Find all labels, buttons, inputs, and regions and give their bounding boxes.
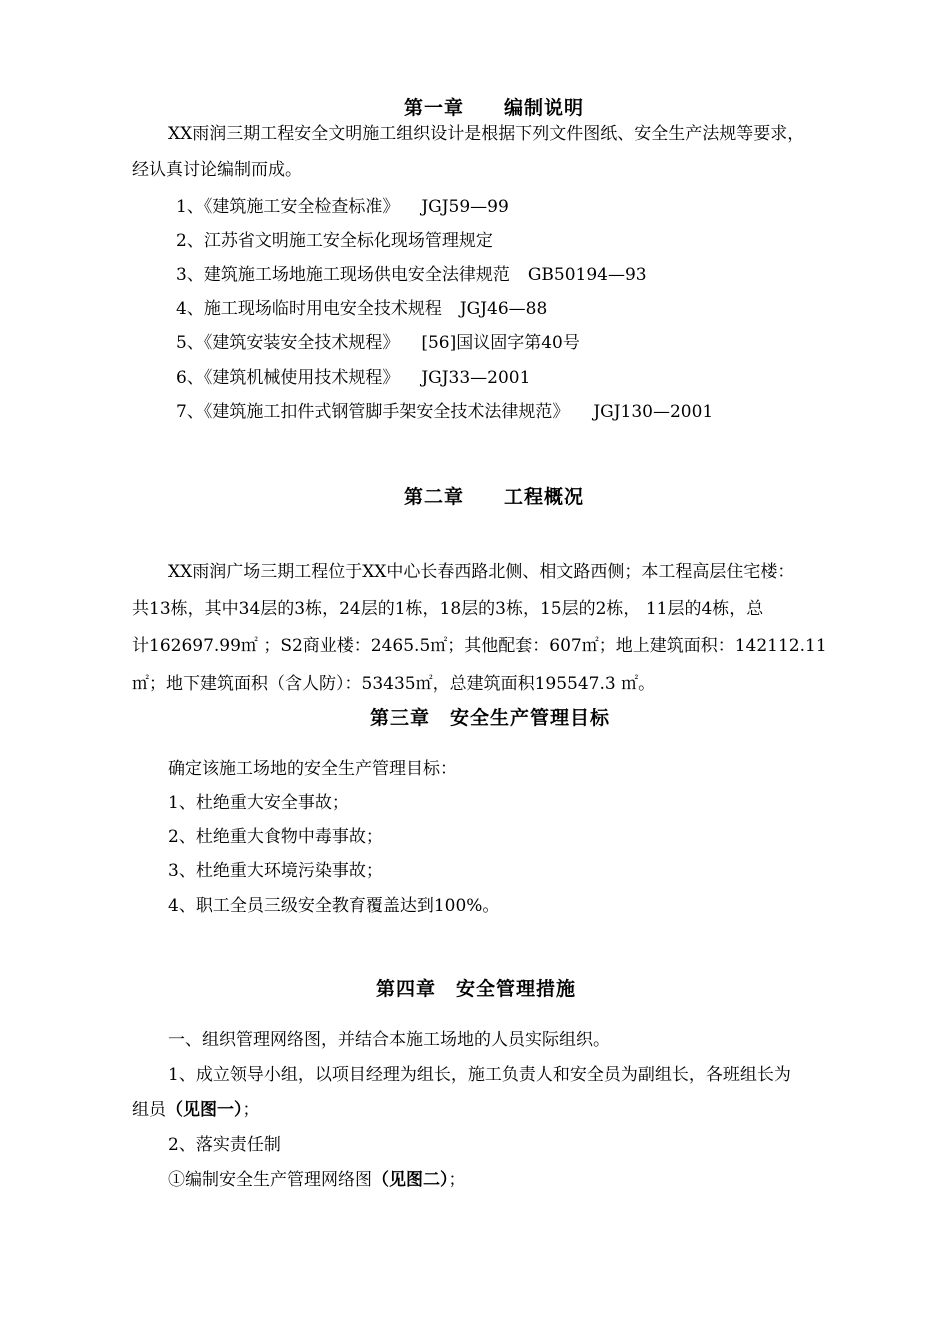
reference-item (176, 263, 647, 287)
reference-item (176, 195, 509, 219)
line-punctuation: ； (448, 1170, 466, 1190)
chapter-2-paragraph-line: XX雨润广场三期工程位于XX中心长春西路北侧、相文路西侧；本工程高层住宅楼： (168, 562, 795, 582)
chapter-4-title: 第四章 安全管理措施 (376, 978, 577, 1000)
reference-code: JGJ130—2001 (593, 402, 714, 422)
reference-item (176, 366, 530, 390)
line-punctuation: ； (242, 1100, 260, 1120)
reference-code: [56]国议固字第40号 (421, 333, 580, 353)
chapter-4-line: 1、成立领导小组，以项目经理为组长，施工负责人和安全员为副组长，各班组长为 (168, 1065, 791, 1085)
chapter-4-line: 一、组织管理网络图，并结合本施工场地的人员实际组织。 (168, 1030, 610, 1050)
chapter-2-paragraph-line: 计162697.99㎡ ；S2商业楼：2465.5㎡；其他配套：607㎡；地上建筑面积：142112.11 (132, 636, 827, 656)
reference-item (176, 229, 493, 253)
reference-code: GB50194—93 (527, 265, 647, 285)
chapter-4-line (132, 1098, 260, 1122)
reference-item (176, 331, 580, 355)
reference-title: 4、施工现场临时用电安全技术规程 (176, 299, 442, 319)
figure-reference: （见图二） (372, 1170, 449, 1190)
chapter-2-title: 第二章 工程概况 (404, 486, 585, 508)
reference-code: JGJ59—99 (421, 197, 509, 217)
chapter-4-line: 2、落实责任制 (168, 1135, 281, 1155)
chapter-3-title: 第三章 安全生产管理目标 (370, 707, 611, 729)
chapter-1-intro-line-2: 经认真讨论编制而成。 (132, 160, 302, 180)
chapter-2-paragraph-line: 共13栋，其中34层的3栋，24层的1栋，18层的3栋，15层的2栋， 11层的4栋，总 (132, 599, 764, 619)
goal-item: 3、杜绝重大环境污染事故； (168, 861, 383, 881)
chapter-4-line (168, 1168, 466, 1192)
goal-item: 1、杜绝重大安全事故； (168, 793, 349, 813)
reference-title: 6、《建筑机械使用技术规程》 (176, 368, 400, 388)
reference-title: 3、建筑施工场地施工现场供电安全法律规范 (176, 265, 510, 285)
figure-reference: （见图一） (166, 1100, 243, 1120)
reference-item (176, 400, 713, 424)
line-text: 组员 (132, 1100, 166, 1120)
line-text: ①编制安全生产管理网络图 (168, 1170, 372, 1190)
reference-code: JGJ46—88 (459, 299, 548, 319)
reference-title: 7、《建筑施工扣件式钢管脚手架安全技术法律规范》 (176, 402, 570, 422)
goal-item: 4、职工全员三级安全教育覆盖达到100%。 (168, 896, 500, 916)
reference-code: JGJ33—2001 (421, 368, 531, 388)
reference-item (176, 297, 547, 321)
reference-title: 5、《建筑安装安全技术规程》 (176, 333, 400, 353)
chapter-1-intro-line-1: XX雨润三期工程安全文明施工组织设计是根据下列文件图纸、安全生产法规等要求， (168, 124, 805, 144)
goal-item: 2、杜绝重大食物中毒事故； (168, 827, 383, 847)
chapter-3-intro: 确定该施工场地的安全生产管理目标： (168, 759, 457, 779)
chapter-2-paragraph-line: ㎡；地下建筑面积（含人防）：53435㎡，总建筑面积195547.3 ㎡。 (132, 674, 656, 694)
reference-title: 1、《建筑施工安全检查标准》 (176, 197, 400, 217)
reference-title: 2、江苏省文明施工安全标化现场管理规定 (176, 231, 493, 251)
chapter-1-title: 第一章 编制说明 (404, 97, 585, 119)
